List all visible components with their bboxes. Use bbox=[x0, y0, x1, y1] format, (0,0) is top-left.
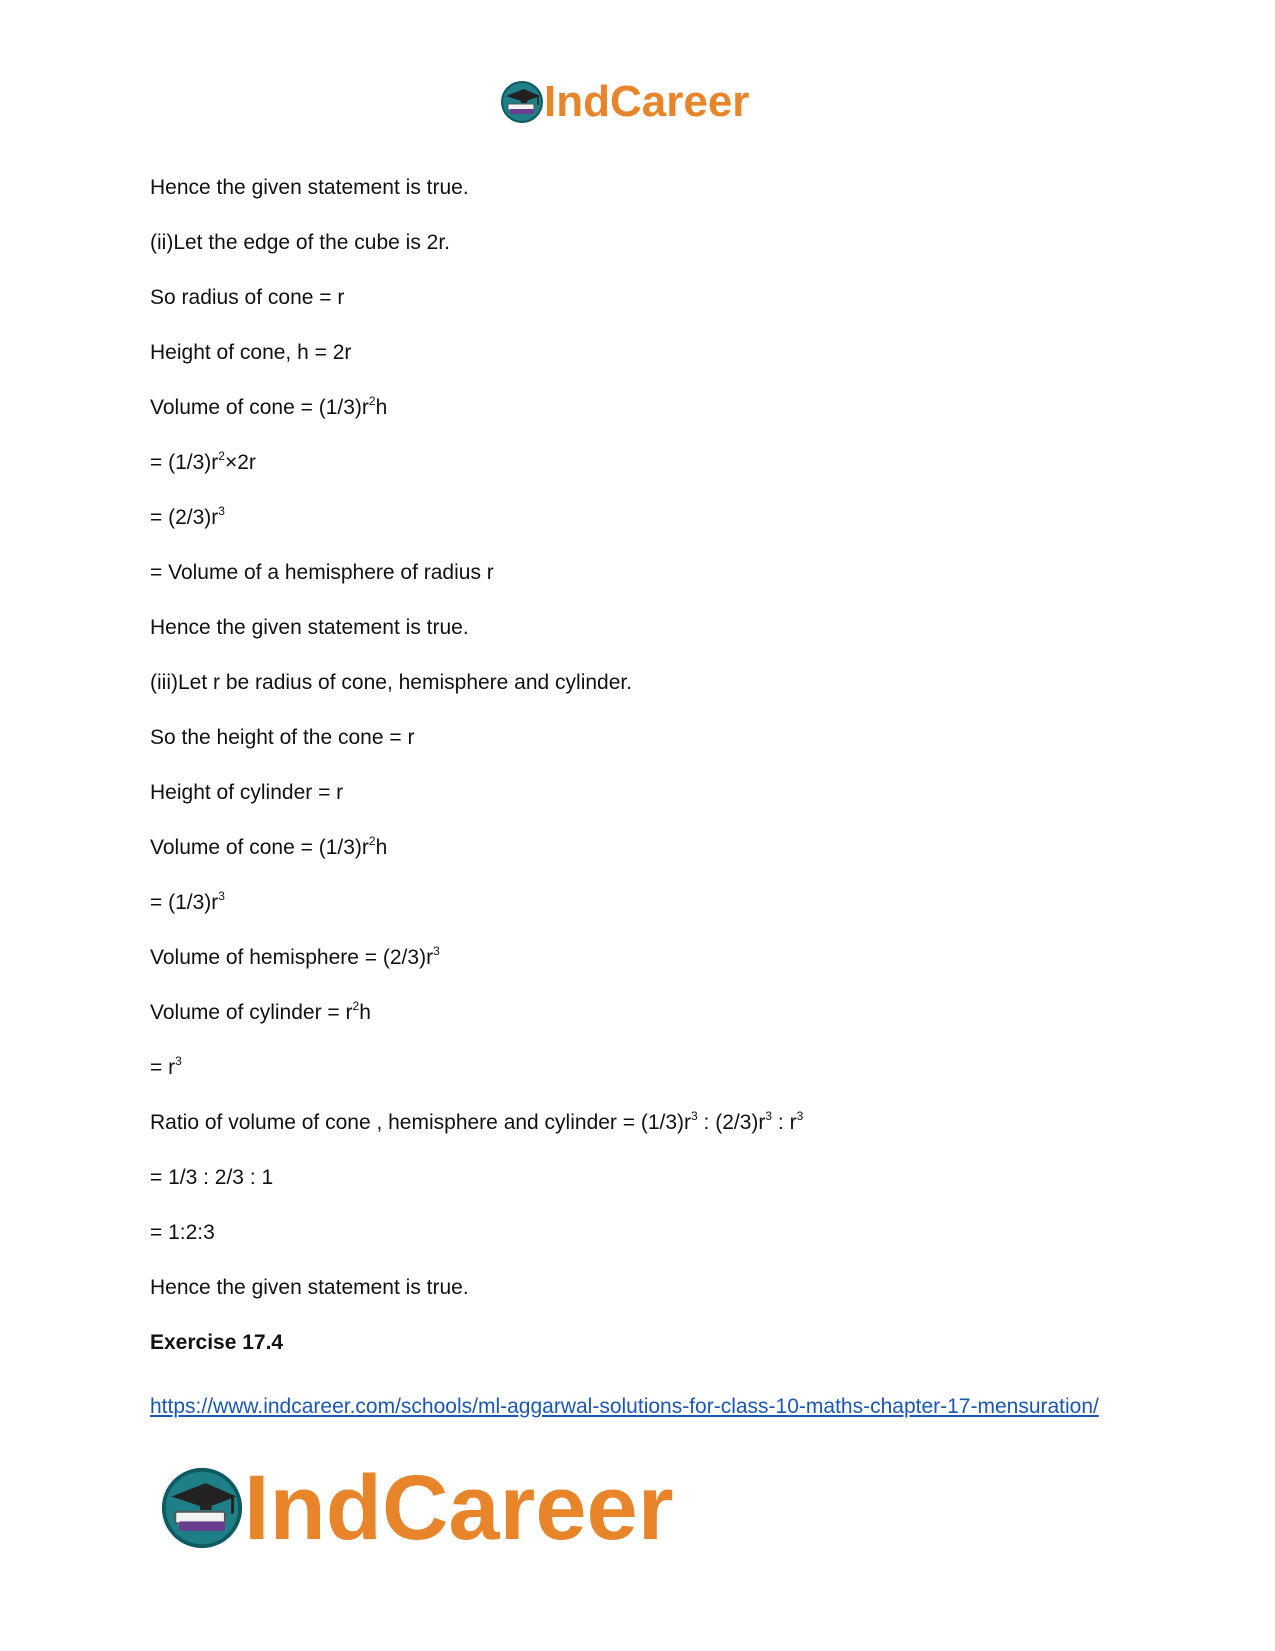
text-segment: Ratio of volume of cone , hemisphere and cylinder = (1/3)r bbox=[150, 1111, 692, 1134]
text-segment: = 1/3 : 2/3 : 1 bbox=[150, 1166, 274, 1189]
superscript: 3 bbox=[765, 1109, 773, 1123]
text-segment: : (2/3)r bbox=[697, 1111, 766, 1134]
document-body bbox=[150, 176, 1130, 1386]
superscript: 2 bbox=[368, 394, 376, 408]
text-segment: = (2/3)r bbox=[150, 506, 219, 529]
superscript: 3 bbox=[218, 889, 225, 903]
text-segment: Volume of hemisphere = (2/3)r bbox=[150, 946, 434, 969]
superscript: 3 bbox=[218, 504, 225, 518]
superscript: 3 bbox=[691, 1109, 698, 1123]
footer-logo bbox=[160, 1458, 674, 1558]
text-segment: Volume of cylinder = r bbox=[150, 1001, 353, 1024]
text-segment: Hence the given statement is true. bbox=[150, 176, 469, 199]
text-segment: h bbox=[359, 1001, 371, 1024]
text-segment: Hence the given statement is true. bbox=[150, 1276, 469, 1299]
superscript: 3 bbox=[175, 1054, 182, 1068]
text-segment: h bbox=[375, 396, 388, 419]
text-line bbox=[150, 671, 1130, 695]
exercise-heading: Exercise 17.4 bbox=[150, 1331, 284, 1354]
text-segment: So radius of cone = r bbox=[150, 286, 345, 309]
text-line bbox=[150, 726, 1130, 750]
text-segment: So the height of the cone = r bbox=[150, 726, 415, 749]
text-segment: (ii)Let the edge of the cube is 2r. bbox=[150, 231, 451, 254]
text-line bbox=[150, 286, 1130, 310]
superscript: 2 bbox=[368, 834, 376, 848]
superscript: 2 bbox=[218, 449, 225, 463]
text-line bbox=[150, 506, 1130, 530]
text-segment: = r bbox=[150, 1056, 176, 1079]
text-line bbox=[150, 1166, 1130, 1190]
superscript: 2 bbox=[352, 999, 360, 1013]
text-segment: Height of cone, h = 2r bbox=[150, 341, 352, 364]
text-line bbox=[150, 1111, 1130, 1135]
text-line bbox=[150, 616, 1130, 640]
footer-logo-text: IndCareer bbox=[244, 1457, 674, 1559]
superscript: 3 bbox=[433, 944, 440, 958]
text-segment: = (1/3)r bbox=[150, 451, 219, 474]
text-line bbox=[150, 1001, 1130, 1025]
text-line bbox=[150, 891, 1130, 915]
text-segment: = (1/3)r bbox=[150, 891, 219, 914]
text-line bbox=[150, 1221, 1130, 1245]
text-segment: ×2r bbox=[224, 451, 256, 474]
header-logo bbox=[500, 76, 749, 128]
text-line bbox=[150, 781, 1130, 805]
text-segment: Volume of cone = (1/3)r bbox=[150, 836, 369, 859]
text-line bbox=[150, 341, 1130, 365]
graduation-book-icon bbox=[500, 80, 544, 124]
text-segment: h bbox=[375, 836, 388, 859]
text-segment: Height of cylinder = r bbox=[150, 781, 344, 804]
text-line bbox=[150, 836, 1130, 860]
superscript: 3 bbox=[796, 1109, 804, 1123]
text-line bbox=[150, 451, 1130, 475]
text-line bbox=[150, 946, 1130, 970]
text-segment: Hence the given statement is true. bbox=[150, 616, 469, 639]
text-line bbox=[150, 176, 1130, 200]
text-line bbox=[150, 231, 1130, 255]
text-line bbox=[150, 396, 1130, 420]
source-link[interactable]: https://www.indcareer.com/schools/ml-aggarwal-solutions-for-class-10-maths-chapter-17-mensuration/ bbox=[150, 1395, 1099, 1418]
header-logo-text: IndCareer bbox=[544, 77, 750, 126]
text-segment: = Volume of a hemisphere of radius r bbox=[150, 561, 494, 584]
text-segment: = 1:2:3 bbox=[150, 1221, 215, 1244]
text-segment: (iii)Let r be radius of cone, hemisphere and cylinder. bbox=[150, 671, 633, 694]
graduation-book-icon bbox=[160, 1466, 244, 1550]
text-line bbox=[150, 1056, 1130, 1080]
text-segment: : r bbox=[772, 1111, 797, 1134]
text-segment: Volume of cone = (1/3)r bbox=[150, 396, 369, 419]
text-line bbox=[150, 1276, 1130, 1300]
text-line bbox=[150, 561, 1130, 585]
